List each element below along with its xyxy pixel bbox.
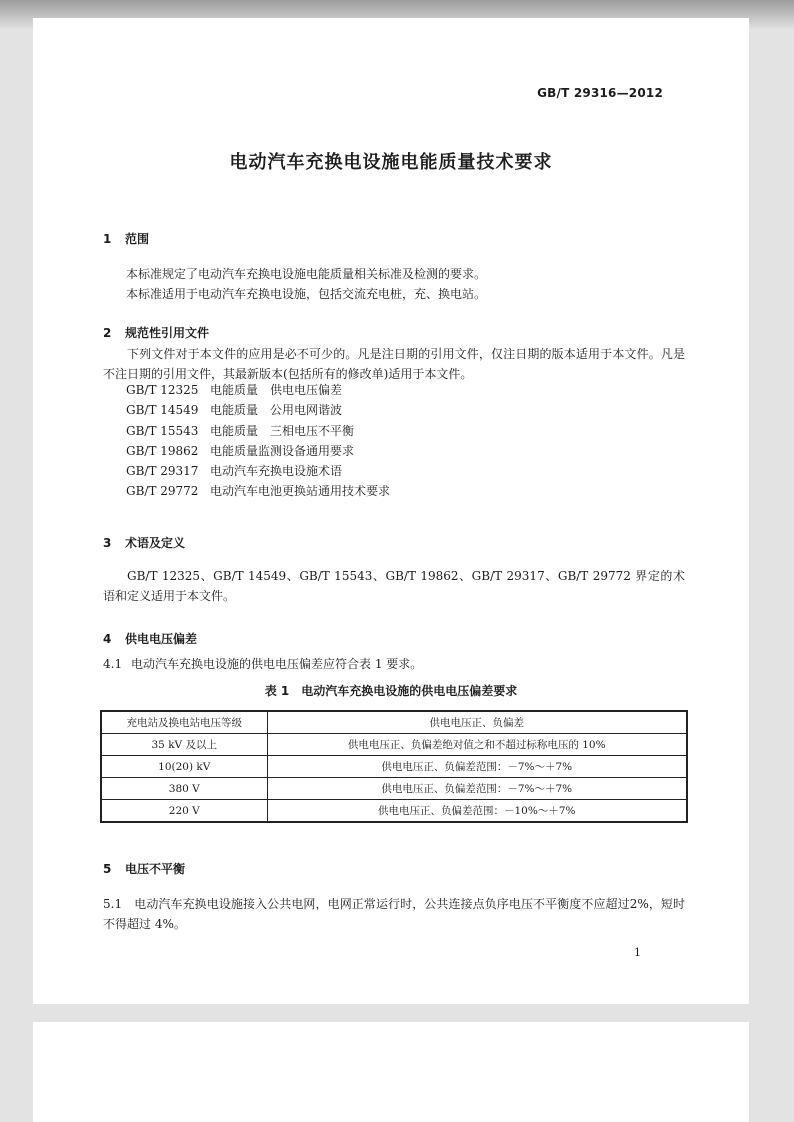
section-title: 供电电压偏差 [125,632,198,646]
reference-title: 电能质量 供电电压偏差 [210,383,343,397]
table-cell: 供电电压正、负偏差范围：－7%～＋7% [267,756,687,778]
section-title: 范围 [125,232,150,246]
table-cell: 供电电压正、负偏差范围：－7%～＋7% [267,778,687,800]
table-cell: 380 V [101,778,267,800]
section-1-heading [103,230,149,247]
normative-intro: 下列文件对于本文件的应用是必不可少的。凡是注日期的引用文件，仅注日期的版本适用于本文件。凡是不注日期的引用文件，其最新版本(包括所有的修改单)适用于本文件。 [103,347,685,381]
column-header: 供电电压正、负偏差 [267,711,687,734]
scope-line-2: 本标准适用于电动汽车充换电设施，包括交流充电桩，充、换电站。 [126,287,487,301]
clause-5-1 [103,894,685,934]
section-title: 电压不平衡 [125,862,186,876]
reference-title: 电能质量 公用电网谐波 [210,403,343,418]
section-number: 3 [103,536,112,550]
voltage-deviation-table [100,710,688,823]
table-cell: 供电电压正、负偏差绝对值之和不超过标称电压的 10% [267,734,687,756]
section-title: 规范性引用文件 [125,326,210,340]
table-row [101,756,687,778]
reference-code: GB/T 29317 [126,464,199,479]
reference-item [126,441,390,461]
document-title: 电动汽车充换电设施电能质量技术要求 [229,152,553,173]
reference-item [126,461,390,481]
reference-title: 电能质量 三相电压不平衡 [210,423,355,438]
standard-number: GB/T 29316—2012 [537,86,663,100]
clause-number: 4.1 [103,657,123,671]
clause-text: 电动汽车充换电设施接入公共电网，电网正常运行时，公共连接点负序电压不平衡度不应超过2%，短时不得超过 4%。 [103,897,685,931]
reference-list [126,380,390,502]
section-5-heading [103,860,185,877]
reference-item [126,421,390,441]
table-row [101,734,687,756]
terms-text: GB/T 12325、GB/T 14549、GB/T 15543、GB/T 19862、GB/T 29317、GB/T 29772 界定的术语和定义适用于本文件。 [103,569,685,603]
section-number: 4 [103,632,112,646]
section-number: 1 [103,232,112,246]
reference-item [126,380,390,400]
next-page [33,1022,749,1122]
table-caption: 表 1 电动汽车充换电设施的供电电压偏差要求 [264,684,518,698]
section-number: 5 [103,862,112,876]
section-number: 2 [103,326,112,340]
reference-title: 电动汽车电池更换站通用技术要求 [210,484,391,499]
section-4-heading [103,630,197,647]
reference-code: GB/T 12325 [126,383,199,397]
reference-title: 电动汽车充换电设施术语 [210,464,343,479]
column-header: 充电站及换电站电压等级 [101,711,267,734]
section-2-heading [103,324,209,341]
clause-text: 电动汽车充换电设施的供电电压偏差应符合表 1 要求。 [131,657,423,671]
table-cell: 220 V [101,800,267,823]
reference-code: GB/T 15543 [126,423,199,438]
clause-4-1 [103,655,422,672]
table-cell: 供电电压正、负偏差范围：－10%～＋7% [267,800,687,823]
page-number: 1 [634,946,641,959]
document-page [33,18,749,1004]
table-cell: 35 kV 及以上 [101,734,267,756]
reference-item [126,400,390,420]
reference-code: GB/T 19862 [126,443,199,458]
reference-code: GB/T 14549 [126,403,199,418]
table-row [101,800,687,823]
section-3-heading [103,534,185,551]
table-row [101,778,687,800]
reference-item [126,481,390,501]
reference-code: GB/T 29772 [126,484,199,499]
table-cell: 10(20) kV [101,756,267,778]
scope-line-1: 本标准规定了电动汽车充换电设施电能质量相关标准及检测的要求。 [126,267,487,281]
reference-title: 电能质量监测设备通用要求 [210,443,355,458]
clause-number: 5.1 [103,897,123,911]
table-header-row [101,711,687,734]
section-title: 术语及定义 [125,536,186,550]
